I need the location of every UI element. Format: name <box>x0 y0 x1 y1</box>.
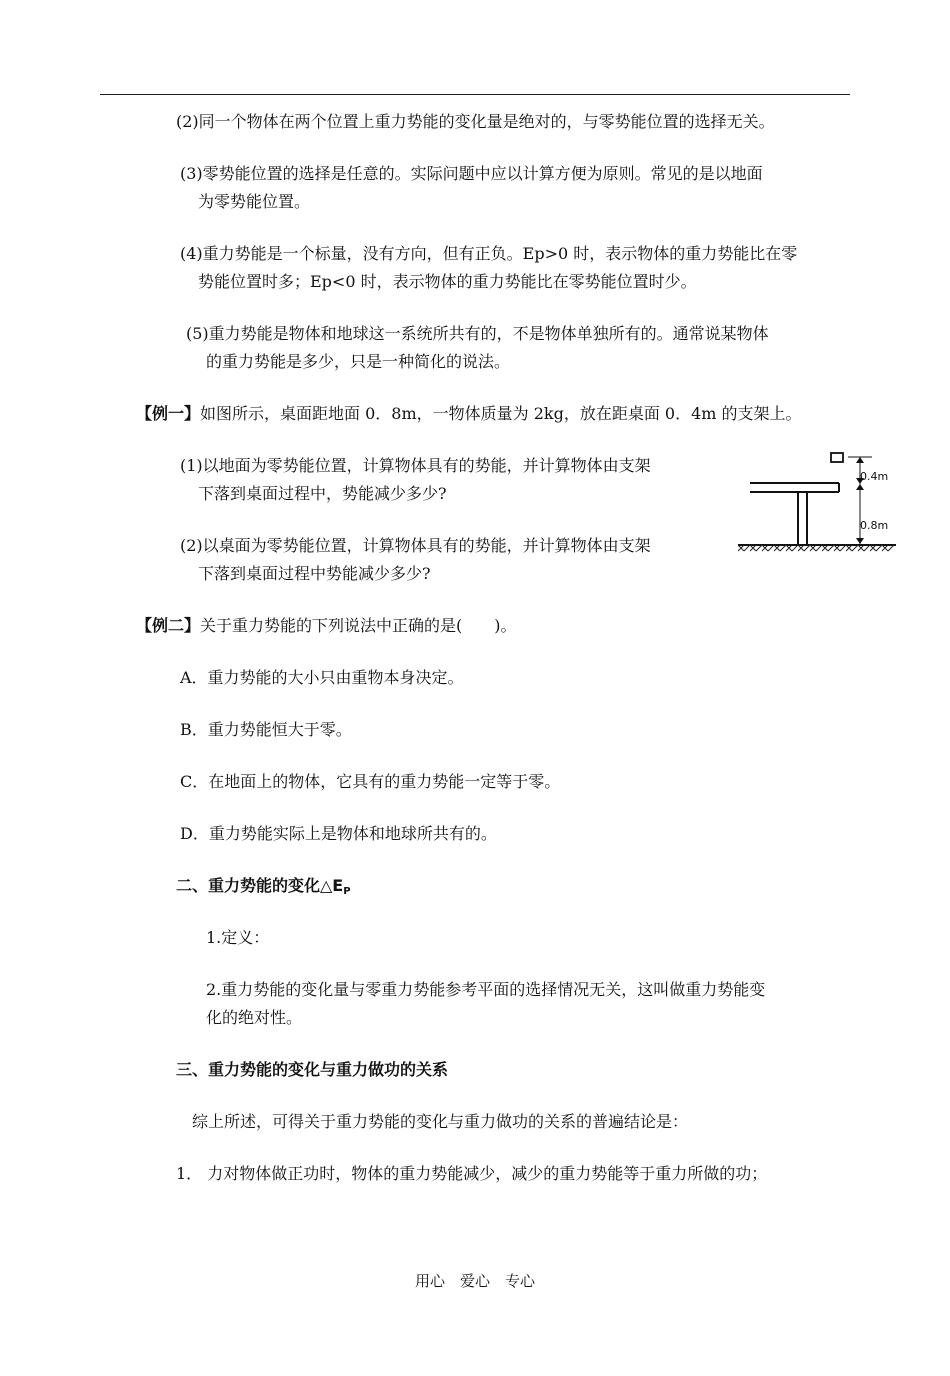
example-1-q1-line-2: 下落到桌面过程中，势能减少多少? <box>198 484 447 503</box>
section-2-heading <box>176 872 351 906</box>
example-1-q2-line-1: (2)以桌面为零势能位置，计算物体具有的势能，并计算物体由支架 <box>180 536 651 555</box>
option-d: D．重力势能实际上是物体和地球所共有的。 <box>180 824 497 843</box>
point-3-line-2: 为零势能位置。 <box>198 192 311 211</box>
object-box <box>831 453 843 462</box>
section-3-summary: 综上所述，可得关于重力势能的变化与重力做功的关系的普遍结论是： <box>192 1112 689 1131</box>
section-3-heading: 三、重力势能的变化与重力做功的关系 <box>176 1060 449 1079</box>
arrow-up-bottom-icon <box>856 484 864 490</box>
section-2-heading-text: 二、重力势能的变化△E <box>176 876 344 895</box>
section-2-item-2-line-2: 化的绝对性。 <box>206 1008 303 1027</box>
label-0-8m: 0.8m <box>860 519 889 532</box>
section-2-item-1: 1.定义： <box>206 928 270 947</box>
point-2: (2)同一个物体在两个位置上重力势能的变化量是绝对的，与零势能位置的选择无关。 <box>176 112 775 131</box>
arrow-down-bottom-icon <box>856 538 864 544</box>
arrow-up-top-icon <box>856 457 864 463</box>
header-rule <box>100 94 850 95</box>
point-3-line-1: (3)零势能位置的选择是任意的。实际问题中应以计算方便为原则。常见的是以地面 <box>180 164 763 183</box>
section-2-item-2-line-1: 2.重力势能的变化量与零重力势能参考平面的选择情况无关，这叫做重力势能变 <box>206 980 766 999</box>
example-1-text: 如图所示，桌面距地面 0．8m，一物体质量为 2kg，放在距桌面 0．4m 的支架上。 <box>200 404 802 423</box>
example-1-q1-line-1: (1)以地面为零势能位置，计算物体具有的势能，并计算物体由支架 <box>180 456 651 475</box>
option-a: A．重力势能的大小只由重物本身决定。 <box>180 668 464 687</box>
page-footer: 用心 爱心 专心 <box>414 1272 535 1290</box>
label-0-4m: 0.4m <box>860 470 889 483</box>
section-3-item-1: 1． 力对物体做正功时，物体的重力势能减少，减少的重力势能等于重力所做的功； <box>176 1164 768 1183</box>
example-1 <box>136 400 802 428</box>
point-5-line-1: (5)重力势能是物体和地球这一系统所共有的，不是物体单独所有的。通常说某物体 <box>186 324 769 343</box>
example-2 <box>136 612 517 640</box>
example-2-tag: 【例二】 <box>136 616 201 635</box>
point-4-line-1: (4)重力势能是一个标量，没有方向，但有正负。Ep>0 时，表示物体的重力势能比在零 <box>180 244 798 263</box>
example-1-tag: 【例一】 <box>136 404 201 423</box>
table-diagram <box>732 448 900 566</box>
example-1-q2-line-2: 下落到桌面过程中势能减少多少? <box>198 564 431 583</box>
point-5-line-2: 的重力势能是多少，只是一种简化的说法。 <box>206 352 511 371</box>
option-c: C．在地面上的物体，它具有的重力势能一定等于零。 <box>180 772 561 791</box>
example-2-text: 关于重力势能的下列说法中正确的是( )。 <box>200 616 517 635</box>
option-b: B．重力势能恒大于零。 <box>180 720 352 739</box>
point-4-line-2: 势能位置时多；Ep<0 时，表示物体的重力势能比在零势能位置时少。 <box>198 272 697 291</box>
section-2-heading-subscript: P <box>343 886 351 897</box>
